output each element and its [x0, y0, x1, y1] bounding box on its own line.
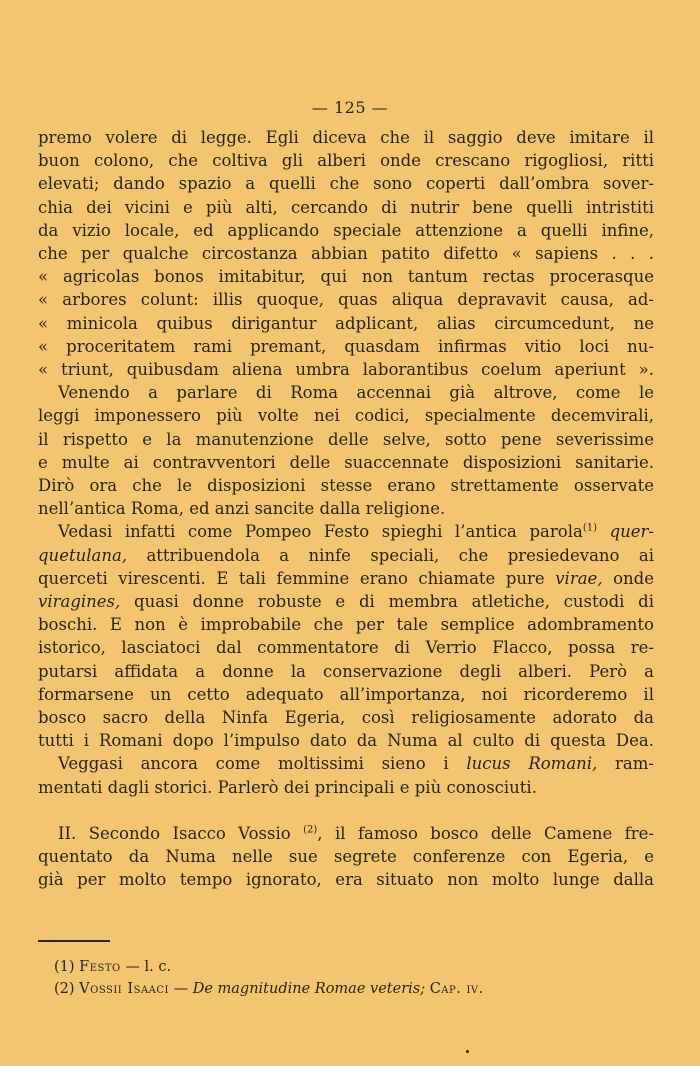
text-line: boschi. E non è improbabile che per tale semplice adombramento: [38, 615, 654, 635]
text-line: « arbores colunt: illis quoque, quas aliqua depravavit causa, ad-: [38, 290, 654, 310]
text-line: bosco sacro della Ninfa Egeria, così religiosamente adorato da: [38, 708, 654, 728]
text-line: quentato da Numa nelle sue segrete conferenze con Egeria, e: [38, 847, 654, 867]
text-line: querceti virescenti. E tali femmine erano chiamate pure virae, onde: [38, 568, 655, 588]
body-text: [38, 126, 654, 892]
text-line: « proceritatem rami premant, quasdam infirmas vitio loci nu-: [38, 336, 654, 356]
text-line: il rispetto e la manutenzione delle selve, sotto pene severissime: [38, 429, 654, 449]
text-line: formarsene un cetto adequato all’importanza, noi ricorderemo il: [38, 684, 654, 704]
text-line: buon colono, che coltiva gli alberi onde crescano rigogliosi, ritti: [38, 151, 654, 171]
text-line: mentati dagli storici. Parlerò dei principali e più conosciuti.: [38, 777, 537, 797]
text-line: da vizio locale, ed applicando speciale attenzione a quelli infine,: [38, 220, 654, 240]
text-line: nell’antica Roma, ed anzi sancite dalla religione.: [38, 499, 446, 519]
footnote-ref-2[interactable]: (2): [303, 824, 318, 836]
text-line: viragines, quasi donne robuste e di membra atletiche, custodi di: [38, 592, 654, 612]
text-line: Veggasi ancora come moltissimi sieno i lucus Romani, ram-: [58, 754, 654, 774]
text-line: che per qualche circostanza abbian patito difetto « sapiens . . .: [38, 244, 654, 264]
text-line: istorico, lasciatoci dal commentatore di Verrio Flacco, possa re-: [38, 638, 654, 658]
text-line: « minicola quibus dirigantur adplicant, alias circumcedunt, ne: [38, 313, 654, 333]
text-line: Vedasi infatti come Pompeo Festo spieghi l’antica parola$^{(1)}$ quer-: [58, 522, 654, 542]
ink-speck: [466, 1050, 469, 1053]
text-line: e multe ai contravventori delle suaccennate disposizioni sanitarie.: [38, 452, 654, 472]
text-line: leggi imponessero più volte nei codici, specialmente decemvirali,: [38, 406, 654, 426]
footnote-ref-1[interactable]: (1): [582, 522, 597, 534]
text-line: elevati; dando spazio a quelli che sono coperti dall’ombra sover-: [38, 174, 654, 194]
footnotes: [54, 956, 654, 1000]
text-line: putarsi affidata a donne la conservazione degli alberi. Però a: [38, 661, 654, 681]
text-line: premo volere di legge. Egli diceva che il saggio deve imitare il: [38, 128, 654, 147]
text-line: Venendo a parlare di Roma accennai già altrove, come le: [58, 383, 654, 403]
text-line: chia dei vicini e più alti, cercando di nutrir bene quelli intristiti: [38, 197, 654, 217]
footnote-2: (2) Vossii Isaaci — De magnitudine Romae veteris; Cap. iv.: [54, 981, 484, 997]
footnote-divider: [38, 940, 110, 942]
text-line: « agricolas bonos imitabitur, qui non tantum rectas procerasque: [38, 267, 654, 287]
text-line: tutti i Romani dopo l’impulso dato da Numa al culto di questa Dea.: [38, 731, 654, 751]
footnote-1: (1) Festo — l. c.: [54, 959, 172, 975]
page-number: — 125 —: [311, 98, 389, 117]
text-line: quetulana, attribuendola a ninfe speciali, che presiedevano ai: [38, 545, 654, 565]
text-line: già per molto tempo ignorato, era situato non molto lunge dalla: [38, 870, 654, 890]
text-line: Dirò ora che le disposizioni stesse erano strettamente osservate: [38, 476, 654, 496]
text-line: « triunt, quibusdam aliena umbra laborantibus coelum aperiunt ».: [38, 360, 654, 380]
text-line: II. Secondo Isacco Vossio $^{(2)}$, il famoso bosco delle Camene fre-: [58, 823, 654, 843]
